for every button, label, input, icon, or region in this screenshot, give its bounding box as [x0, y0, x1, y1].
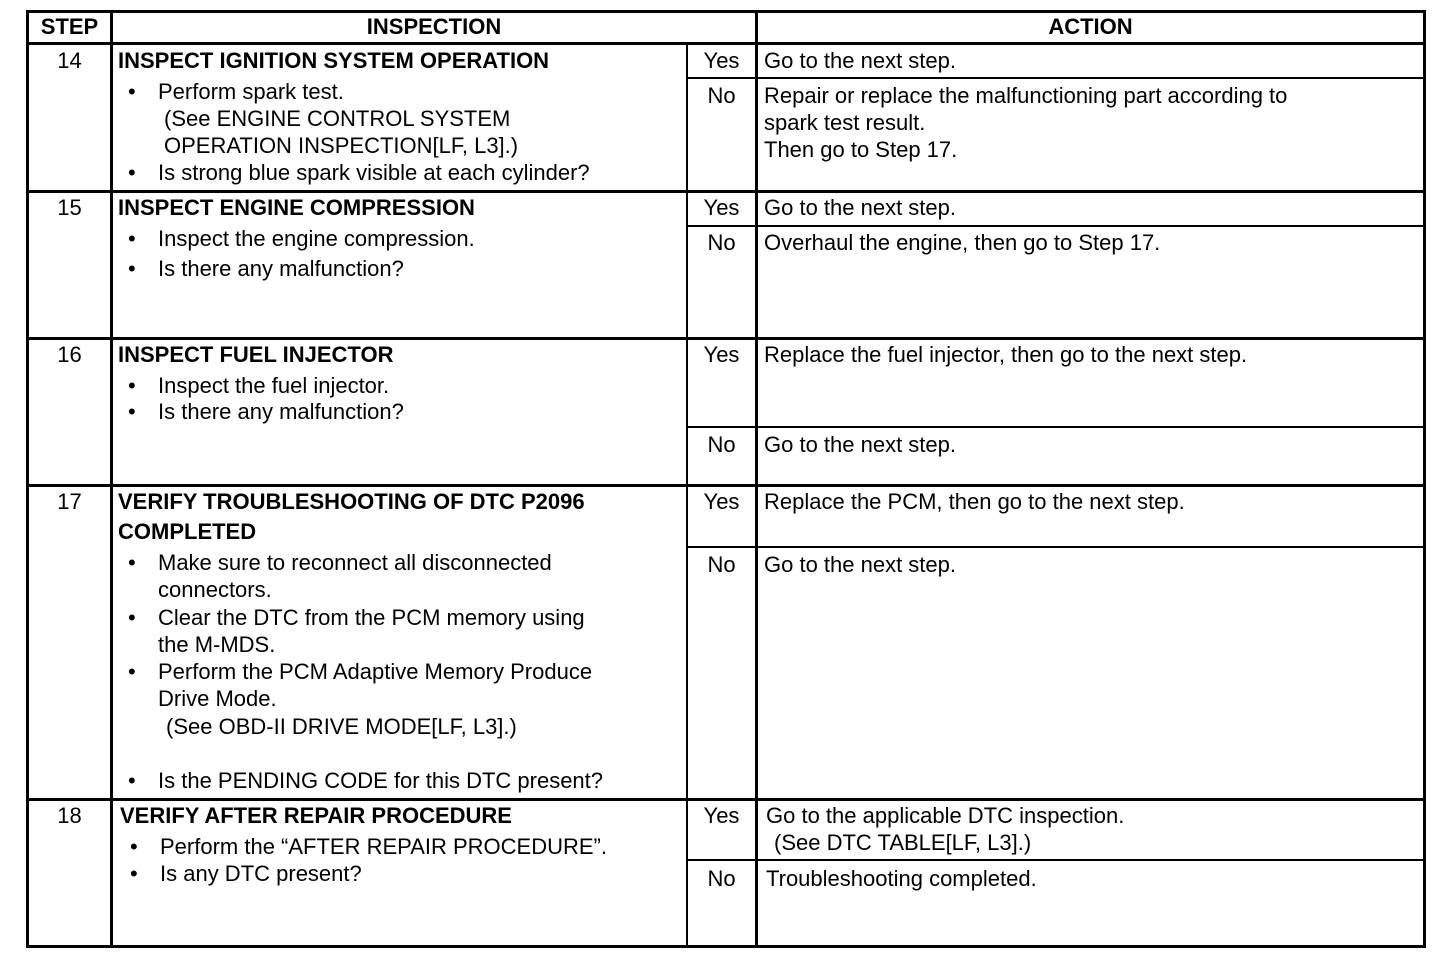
bullet-icon: • [130, 834, 138, 859]
inspection-title: COMPLETED [118, 519, 257, 544]
inspection-line: OPERATION INSPECTION[LF, L3].) [164, 133, 519, 158]
no-label: No [707, 83, 736, 108]
inspection-line: Inspect the fuel injector. [158, 373, 390, 398]
inspection-line: Is the PENDING CODE for this DTC present? [158, 768, 604, 793]
bullet-icon: • [128, 659, 136, 684]
inspection-title: VERIFY TROUBLESHOOTING OF DTC P2096 [118, 489, 585, 514]
step-number: 16 [57, 342, 82, 367]
row-divider [26, 798, 1426, 801]
inspection-line: Inspect the engine compression. [158, 226, 475, 251]
bullet-icon: • [128, 605, 136, 630]
inspection-line: connectors. [158, 577, 272, 602]
step-number: 15 [57, 195, 82, 220]
inspection-title: INSPECT IGNITION SYSTEM OPERATION [118, 48, 550, 73]
bullet-icon: • [128, 550, 136, 575]
inspection-line: Perform the PCM Adaptive Memory Produce [158, 659, 593, 684]
row-divider [26, 190, 1426, 193]
no-action: Go to the next step. [764, 432, 957, 457]
no-action: Troubleshooting completed. [766, 866, 1037, 891]
yes-label: Yes [703, 195, 740, 220]
bullet-icon: • [130, 861, 138, 886]
header-inspection: INSPECTION [366, 14, 502, 39]
yes-action: Go to the next step. [764, 48, 957, 73]
inspection-line: Is there any malfunction? [158, 256, 404, 281]
yes-action: Replace the fuel injector, then go to the next step. [764, 342, 1248, 367]
column-divider [755, 10, 758, 948]
inspection-line: Perform spark test. [158, 79, 344, 104]
no-action: Overhaul the engine, then go to Step 17. [764, 230, 1161, 255]
row-divider [26, 337, 1426, 340]
inspection-line: Clear the DTC from the PCM memory using [158, 605, 585, 630]
no-action: Then go to Step 17. [764, 137, 958, 162]
inspection-line: Is any DTC present? [160, 861, 362, 886]
yes-no-divider [686, 859, 1426, 861]
no-action: Go to the next step. [764, 552, 957, 577]
row-divider [26, 42, 1426, 45]
inspection-line: Is there any malfunction? [158, 399, 404, 424]
step-number: 18 [57, 803, 82, 828]
yes-action: Go to the applicable DTC inspection. [766, 803, 1125, 828]
inspection-line: Drive Mode. [158, 686, 277, 711]
bullet-icon: • [128, 226, 136, 251]
yes-no-divider [686, 546, 1426, 548]
column-divider [110, 10, 113, 948]
inspection-line: (See OBD-II DRIVE MODE[LF, L3].) [166, 714, 517, 739]
yes-label: Yes [703, 342, 740, 367]
table-border [1423, 10, 1426, 948]
bullet-icon: • [128, 399, 136, 424]
bullet-icon: • [128, 373, 136, 398]
header-step: STEP [40, 14, 99, 39]
yes-action: Replace the PCM, then go to the next step. [764, 489, 1185, 514]
inspection-line: Make sure to reconnect all disconnected [158, 550, 552, 575]
bullet-icon: • [128, 256, 136, 281]
inspection-title: VERIFY AFTER REPAIR PROCEDURE [120, 803, 512, 828]
yes-label: Yes [703, 803, 740, 828]
no-label: No [707, 866, 736, 891]
yes-label: Yes [703, 48, 740, 73]
yes-label: Yes [703, 489, 740, 514]
yes-no-divider [686, 225, 1426, 227]
row-divider [26, 484, 1426, 487]
yes-no-divider [686, 426, 1426, 428]
yes-action: Go to the next step. [764, 195, 957, 220]
step-number: 17 [57, 489, 82, 514]
troubleshooting-table [26, 10, 1426, 948]
table-border [26, 945, 1426, 948]
inspection-line: Is strong blue spark visible at each cylinder? [158, 160, 590, 185]
inspection-title: INSPECT ENGINE COMPRESSION [118, 195, 475, 220]
step-number: 14 [57, 48, 82, 73]
inspection-line: Perform the “AFTER REPAIR PROCEDURE”. [160, 834, 607, 859]
inspection-line: the M-MDS. [158, 632, 276, 657]
no-label: No [707, 552, 736, 577]
no-label: No [707, 230, 736, 255]
inspection-title: INSPECT FUEL INJECTOR [118, 342, 394, 367]
bullet-icon: • [128, 160, 136, 185]
no-label: No [707, 432, 736, 457]
bullet-icon: • [128, 79, 136, 104]
header-action: ACTION [1048, 14, 1133, 39]
no-action: Repair or replace the malfunctioning part according to [764, 83, 1288, 108]
yes-action: (See DTC TABLE[LF, L3].) [774, 830, 1032, 855]
no-action: spark test result. [764, 110, 926, 135]
yes-no-divider [686, 77, 1426, 79]
bullet-icon: • [128, 768, 136, 793]
inspection-line: (See ENGINE CONTROL SYSTEM [164, 106, 511, 131]
